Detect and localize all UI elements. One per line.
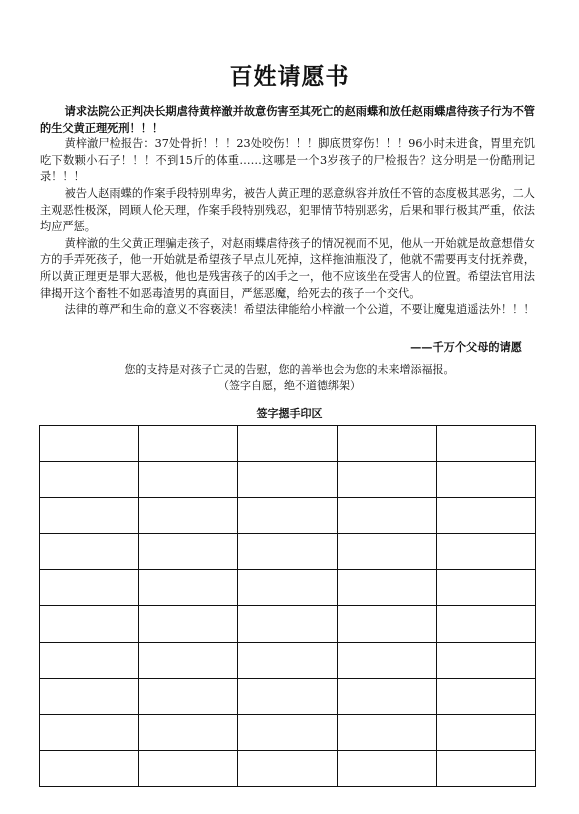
- closing-paragraph: 法律的尊严和生命的意义不容亵渎！希望法律能给小梓澈一个公道，不要让魔鬼逍遥法外！！！: [64, 303, 535, 317]
- signature-cell[interactable]: [238, 426, 337, 462]
- father-responsibility-paragraph: 黄梓澈的生父黄正理骗走孩子，对赵雨蝶虐待孩子的情况视而不见，他从一开始就是故意想借女方的手弄死孩子，他一开始就是希望孩子早点儿死掉，这样拖油瓶没了，他就不需要再支付抚养费，所以黄正理更是罪大恶极，他也是残害孩子的凶手之一，他不应该坐在受害人的位置。希望法官用法律揭开这个畜牲不如恶毒渣男的真面目，严惩恶魔，给死去的孩子一个交代。: [40, 236, 535, 300]
- signature-cell[interactable]: [139, 534, 238, 570]
- defendant-conduct-paragraph: 被告人赵雨蝶的作案手段特别卑劣，被告人黄正理的恶意纵容并放任不管的态度极其恶劣，二人主观恶性极深，罔顾人伦天理，作案手段特别残忍，犯罪情节特别恶劣，后果和罪行极其严重，依法均应严惩。: [40, 186, 535, 234]
- signature-cell[interactable]: [238, 462, 337, 498]
- signature-cell[interactable]: [436, 606, 535, 642]
- signature-grid-row: [40, 750, 536, 786]
- signature-cell[interactable]: [337, 678, 436, 714]
- signature-grid-row: [40, 426, 536, 462]
- signature-cell[interactable]: [139, 426, 238, 462]
- signature-cell[interactable]: [238, 606, 337, 642]
- signature-cell[interactable]: [40, 714, 139, 750]
- signature-grid-row: [40, 498, 536, 534]
- signature-cell[interactable]: [139, 606, 238, 642]
- signature-cell[interactable]: [40, 606, 139, 642]
- support-line: 您的支持是对孩子亡灵的告慰，您的善举也会为您的未来增添福报。: [124, 363, 455, 376]
- signature-cell[interactable]: [139, 498, 238, 534]
- signature-cell[interactable]: [337, 462, 436, 498]
- support-message: [0, 362, 579, 394]
- signature-cell[interactable]: [40, 462, 139, 498]
- petition-signature: ——千万个父母的请愿: [410, 340, 522, 354]
- signature-cell[interactable]: [139, 642, 238, 678]
- page-title: 百姓请愿书: [229, 63, 350, 90]
- signature-cell[interactable]: [337, 570, 436, 606]
- signature-cell[interactable]: [40, 498, 139, 534]
- signature-grid-row: [40, 462, 536, 498]
- signature-grid-row: [40, 714, 536, 750]
- signature-cell[interactable]: [238, 714, 337, 750]
- signature-cell[interactable]: [436, 462, 535, 498]
- signature-cell[interactable]: [337, 606, 436, 642]
- signature-cell[interactable]: [238, 678, 337, 714]
- signature-cell[interactable]: [436, 498, 535, 534]
- signature-cell[interactable]: [40, 750, 139, 786]
- signature-cell[interactable]: [139, 714, 238, 750]
- signature-cell[interactable]: [238, 534, 337, 570]
- support-note: （签字自愿，绝不道德绑架）: [218, 379, 361, 392]
- signature-cell[interactable]: [139, 570, 238, 606]
- signature-grid-row: [40, 534, 536, 570]
- signature-cell[interactable]: [337, 750, 436, 786]
- signature-cell[interactable]: [436, 750, 535, 786]
- signature-cell[interactable]: [436, 678, 535, 714]
- signature-cell[interactable]: [40, 678, 139, 714]
- signature-cell[interactable]: [436, 570, 535, 606]
- signature-cell[interactable]: [238, 750, 337, 786]
- signature-grid-row: [40, 570, 536, 606]
- signature-grid: [39, 425, 536, 787]
- signature-cell[interactable]: [436, 714, 535, 750]
- signature-cell[interactable]: [436, 534, 535, 570]
- signature-cell[interactable]: [40, 534, 139, 570]
- signature-cell[interactable]: [40, 426, 139, 462]
- signature-grid-row: [40, 606, 536, 642]
- signature-cell[interactable]: [139, 678, 238, 714]
- signature-cell[interactable]: [337, 498, 436, 534]
- signature-cell[interactable]: [238, 498, 337, 534]
- signature-cell[interactable]: [238, 642, 337, 678]
- signature-cell[interactable]: [139, 462, 238, 498]
- signature-cell[interactable]: [337, 534, 436, 570]
- autopsy-paragraph: 黄梓澈尸检报告：37处骨折！！！23处咬伤！！！脚底贯穿伤！！！96小时未进食，胃里充饥吃下数颗小石子！！！不到15斤的体重……这哪是一个3岁孩子的尸检报告？这分明是一份酷刑记录！！！: [40, 137, 535, 184]
- signature-cell[interactable]: [238, 570, 337, 606]
- signature-cell[interactable]: [436, 426, 535, 462]
- signature-cell[interactable]: [337, 426, 436, 462]
- signature-cell[interactable]: [40, 642, 139, 678]
- petition-lead-paragraph: 请求法院公正判决长期虐待黄梓澈并故意伤害至其死亡的赵雨蝶和放任赵雨蝶虐待孩子行为不管的生父黄正理死刑！！！: [40, 104, 535, 135]
- signature-cell[interactable]: [337, 714, 436, 750]
- signature-cell[interactable]: [139, 750, 238, 786]
- signature-cell[interactable]: [40, 570, 139, 606]
- signature-cell[interactable]: [436, 642, 535, 678]
- signature-cell[interactable]: [337, 642, 436, 678]
- petition-body: [40, 103, 535, 319]
- signature-grid-row: [40, 642, 536, 678]
- sign-area-heading: 签字摁手印区: [256, 407, 323, 420]
- signature-grid-row: [40, 678, 536, 714]
